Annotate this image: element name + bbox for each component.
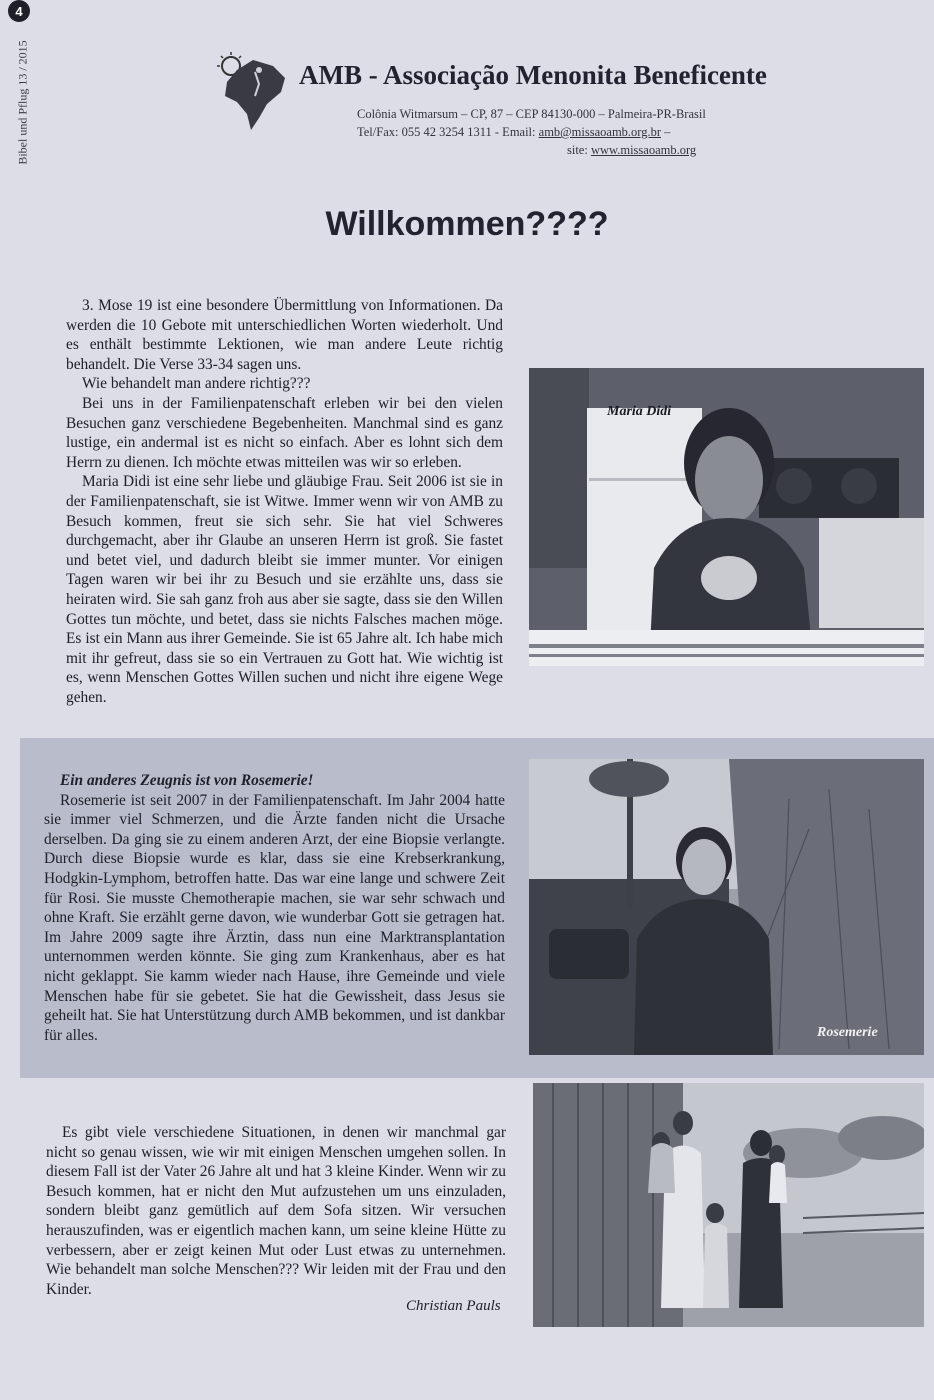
photo-rosemerie-image bbox=[529, 759, 924, 1055]
organization-title: AMB - Associação Menonita Beneficente bbox=[299, 60, 767, 90]
contact-phone-text: Tel/Fax: 055 42 3254 1311 - Email: bbox=[357, 125, 539, 139]
email-link[interactable]: amb@missaoamb.org.br bbox=[538, 125, 662, 139]
paragraph: 3. Mose 19 ist eine besondere Übermittlung von Informationen. Da werden die 10 Gebote mit unterschiedlichen Worten wiederholt. Und es enthält bestimmte Lektionen, wie man andere Leute richtig behandelt. Die Verse 33-34 sagen uns. bbox=[66, 297, 503, 373]
letterhead bbox=[215, 52, 775, 162]
organization-contact bbox=[357, 125, 670, 140]
section-subheading: Ein anderes Zeugnis ist von Rosemerie! bbox=[60, 772, 314, 789]
page-number-badge: 4 bbox=[8, 0, 30, 22]
paragraph: Wie behandelt man andere richtig??? bbox=[82, 375, 311, 393]
photo-maria-didi bbox=[529, 368, 924, 666]
photo-rosemerie bbox=[529, 759, 924, 1055]
photo-family-image bbox=[533, 1083, 924, 1327]
website-link[interactable]: www.missaoamb.org bbox=[590, 143, 697, 157]
side-publication-label: Bibel und Pflug 13 / 2015 bbox=[15, 40, 30, 165]
section-maria-didi-text bbox=[66, 296, 503, 707]
contact-suffix: – bbox=[661, 125, 671, 139]
organization-address: Colônia Witmarsum – CP, 87 – CEP 84130-000 – Palmeira-PR-Brasil bbox=[357, 107, 706, 121]
paragraph: Es gibt viele verschiedene Situationen, in denen wir manchmal gar nicht so genau wissen, wie wir mit einigen Menschen umgehen sollen. In diesem Fall ist der Vater 26 Jahre alt und hat 3 kleine Kinder. Wenn wir zu Besuch kommen, hat er nicht den Mut aufzustehen um uns einzuladen, sondern bleibt ganz gemütlich auf dem Sofa sitzen. Wir versuchen herauszufinden, was er eigentlich machen kann, um seine kleine Hütte zu verbessern, aber er zeigt keinen Mut oder Lust etwas zu unternehmen. Wie behandelt man solche Menschen??? Wir leiden mit der Frau und den Kinder. bbox=[46, 1124, 506, 1298]
site-label: site: bbox=[567, 143, 591, 157]
paragraph: Bei uns in der Familienpatenschaft erleben wir bei den vielen Besuchen ganz verschiedene Begebenheiten. Manchmal sind es ganz lustige, ein andermal ist es nicht so einfach. Aber es lohnt sich dem Herrn zu dienen. Ich möchte etwas mitteilen was wir so erleben. bbox=[66, 394, 503, 471]
paragraph: Rosemerie ist seit 2007 in der Familienpatenschaft. Im Jahr 2004 hatte sie immer viel Schmerzen, und die Ärzte fanden nicht die Ursache derselben. Da ging sie zu einem anderen Arzt, der eine Biopsie verlangte. Durch diese Biopsie wurde es klar, dass sie eine Krebserkrankung, Hodgkin-Lymphom, betroffen hatte. Das war eine lange und schwere Zeit für Rosi. Sie musste Chemotherapie machen, sie war sehr schwach und ohne Kraft. Sie erzählt gerne davon, wie wunderbar Gott sie getragen hat. Im Jahre 2009 sagte ihre Ärztin, dass nun eine Marktransplantation unternommen werden könnte. Sie ging zum Krankenhaus, aber es hat nicht geklappt. Sie kamm wieder nach Hause, ihre Gemeinde und viele Menschen habe für sie gebetet. Sie hat die Gewissheit, dass Jesus sie geheilt hat. Sie hat Unterstützung durch AMB bekommen, und ist dankbar für alles. bbox=[44, 791, 505, 1044]
section-rosemerie-text bbox=[44, 771, 505, 1045]
photo-caption-maria-didi: Maria Didi bbox=[607, 404, 672, 419]
photo-maria-didi-image bbox=[529, 368, 924, 666]
photo-caption-rosemerie: Rosemerie bbox=[817, 1025, 878, 1040]
brazil-map-logo-icon bbox=[215, 52, 295, 132]
author-signature: Christian Pauls bbox=[406, 1298, 501, 1314]
section-family-text bbox=[46, 1123, 506, 1299]
photo-family bbox=[533, 1083, 924, 1327]
paragraph: Maria Didi ist eine sehr liebe und gläubige Frau. Seit 2006 ist sie in der Familienpatenschaft, sie ist Witwe. Immer wenn wir von AMB zu Besuch kommen, freut sie sich sehr. Sie hat viel Schweres durchgemacht, aber ihr Glaube an unseren Herrn ist groß. Sie fastet und betet viel, und dadurch bleibt sie immer munter. Vor einigen Tagen waren wir bei ihr zu Besuch und sie erzählte uns, dass sie heiraten wird. Sie sah ganz froh aus aber sie sagte, dass sie den Willen Gottes tun möchte, und betet, dass sie nichts Falsches machen möge. Es ist ein Mann aus ihrer Gemeinde. Sie ist 65 Jahre alt. Ich habe mich mit ihr gefreut, dass sie so ein Vertrauen zu Gott hat. Wie wichtig ist es, wenn Menschen Gottes Willen suchen und nicht ihre eigene Wege gehen. bbox=[66, 473, 503, 706]
organization-site bbox=[567, 143, 696, 158]
article-title: Willkommen???? bbox=[325, 205, 609, 243]
